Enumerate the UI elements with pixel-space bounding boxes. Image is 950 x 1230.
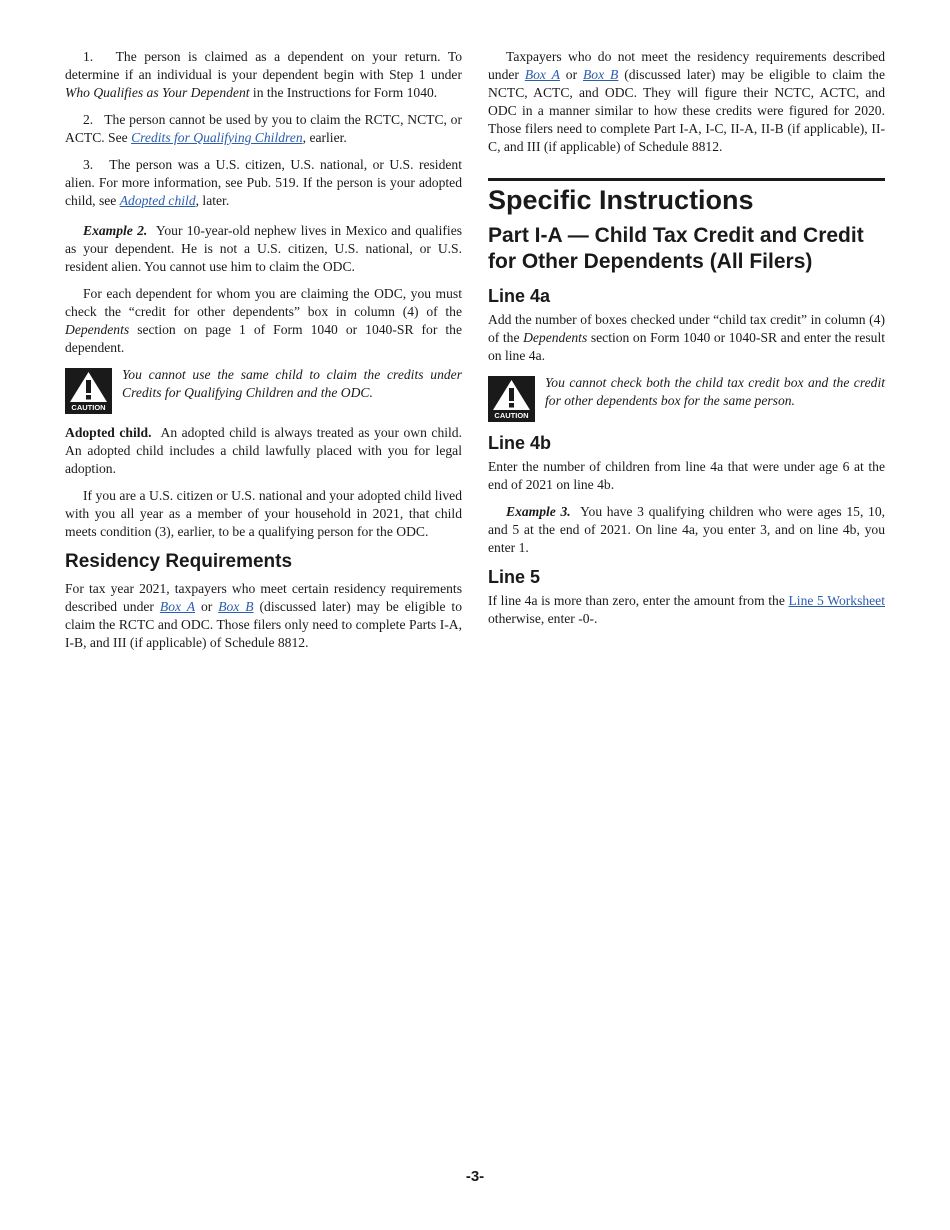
line-4b-heading: Line 4b <box>488 433 552 453</box>
specific-instructions-heading: Specific Instructions <box>488 185 754 215</box>
link-text: Box B <box>582 67 619 82</box>
list-item-1 <box>65 48 462 102</box>
text-run: , later. <box>195 193 230 208</box>
caution-text: You cannot use the same child to claim the credits under Credits for Qualifying Children and the ODC. <box>122 367 462 400</box>
text-run: in the Instructions for Form 1040. <box>249 85 438 100</box>
list-item-3 <box>65 156 462 210</box>
line-5-paragraph <box>488 592 885 628</box>
link-line-5-worksheet[interactable]: Line 5 Worksheet <box>788 593 885 608</box>
caution-label: CAUTION <box>494 411 529 420</box>
nonresident-paragraph <box>488 48 885 156</box>
text-run: (discussed later) may be eligible to claim the NCTC, ACTC, and ODC. They will figure their NCTC, ACTC, and ODC in a manner similar to how these credits were figured for 2020. Those filers need to complete Part I-A, I-C, II-A, II-B (if applicable), II-C, and III (if applicable) of Schedule 8812. <box>488 67 886 154</box>
part-1a-heading: Part I-A — Child Tax Credit and Credit for Other Dependents (All Filers) <box>488 224 864 273</box>
caution-text: You cannot check both the child tax credit box and the credit for other dependents box for the same person. <box>545 375 885 408</box>
emphasis-text: Dependents <box>65 322 130 337</box>
residency-heading: Residency Requirements <box>65 551 293 572</box>
line-4b-paragraph: Enter the number of children from line 4a that were under age 6 at the end of 2021 on line 4b. <box>488 459 885 492</box>
text-run: or <box>559 67 583 82</box>
emphasis-text: Dependents <box>523 330 588 345</box>
link-text: Box B <box>218 599 254 614</box>
link-text: Adopted child <box>119 193 196 208</box>
text-run: , earlier. <box>302 130 347 145</box>
text-run: The person is claimed as a dependent on your return. To determine if an individual is your dependent begin with Step 1 under <box>65 49 462 82</box>
emphasis-text: Who Qualifies as Your Dependent <box>65 85 250 100</box>
text-run: You have 3 qualifying children who were ages 15, 10, and 5 at the end of 2021. On line 4a, you enter 3, and on line 4b, you enter 1. <box>488 504 886 555</box>
link-credits-for-qualifying-children[interactable] <box>131 130 303 145</box>
left-column <box>65 48 462 661</box>
text-run: section on Form 1040 or 1040-SR and enter the result on line 4a. <box>488 330 885 363</box>
run-in-heading: Adopted child. <box>65 425 152 440</box>
link-text: Box A <box>524 67 560 82</box>
text-run: An adopted child is always treated as your own child. An adopted child includes a child lawfully placed with you for legal adoption. <box>65 425 463 476</box>
line-4a-heading: Line 4a <box>488 286 551 306</box>
list-number: 3. <box>83 157 94 172</box>
adopted-child-paragraph <box>65 424 462 478</box>
link-text: Credits for Qualifying Children <box>131 130 303 145</box>
odc-paragraph <box>65 285 462 357</box>
residency-paragraph <box>65 580 462 652</box>
link-adopted-child[interactable] <box>120 193 196 208</box>
text-run: section on page 1 of Form 1040 or 1040-SR for the dependent. <box>65 322 462 355</box>
line-5-heading: Line 5 <box>488 567 541 587</box>
page-number: -3- <box>465 1168 485 1185</box>
link-box-b[interactable] <box>583 67 618 82</box>
example-label: Example 3. <box>506 504 571 519</box>
link-box-a[interactable] <box>160 599 195 614</box>
text-run: Taxpayers who do not meet the residency requirements described under <box>488 49 885 82</box>
example-label: Example 2. <box>83 223 148 238</box>
list-number: 1. <box>83 49 94 64</box>
text-run: or <box>195 599 219 614</box>
line-4a-paragraph <box>488 311 885 365</box>
text-run: For each dependent for whom you are claiming the ODC, you must check the “credit for other dependents” box in column (4) of the <box>65 286 462 319</box>
caution-triangle-icon <box>65 368 112 414</box>
text-run: For tax year 2021, taxpayers who meet certain residency requirements described under <box>65 581 462 614</box>
caution-triangle-icon <box>488 376 535 422</box>
list-number: 2. <box>83 112 94 127</box>
text-run: If line 4a is more than zero, enter the amount from the <box>488 593 789 608</box>
section-divider <box>488 178 885 181</box>
example-2-paragraph <box>65 222 462 276</box>
link-text: Box A <box>159 599 196 614</box>
link-box-b[interactable] <box>218 599 253 614</box>
example-3-paragraph <box>488 503 885 557</box>
list-item-2 <box>65 111 462 147</box>
text-run: Your 10-year-old nephew lives in Mexico and qualifies as your dependent. He is not a U.S. citizen, U.S. national, or U.S. resident alien. You cannot use him to claim the ODC. <box>65 223 463 274</box>
link-box-a[interactable] <box>525 67 560 82</box>
text-run: The person cannot be used by you to claim the RCTC, NCTC, or ACTC. See <box>65 112 462 145</box>
text-run: otherwise, enter -0-. <box>488 611 598 626</box>
caution-note <box>65 366 462 414</box>
caution-label: CAUTION <box>71 403 106 412</box>
right-column <box>488 48 885 637</box>
text-run: (discussed later) may be eligible to claim the RCTC and ODC. Those filers only need to complete Parts I-A, I-B, and III (if applicable) of Schedule 8812. <box>65 599 463 650</box>
text-run: Add the number of boxes checked under “child tax credit” in column (4) of the <box>488 312 885 345</box>
text-run: The person was a U.S. citizen, U.S. national, or U.S. resident alien. For more information, see Pub. 519. If the person is your adopted child, see <box>65 157 462 208</box>
caution-note <box>488 374 885 422</box>
adopted-child-paragraph-2: If you are a U.S. citizen or U.S. national and your adopted child lived with you all year as a member of your household in 2021, that child meets condition (3), earlier, to be a qualifying person for the ODC. <box>65 488 462 539</box>
